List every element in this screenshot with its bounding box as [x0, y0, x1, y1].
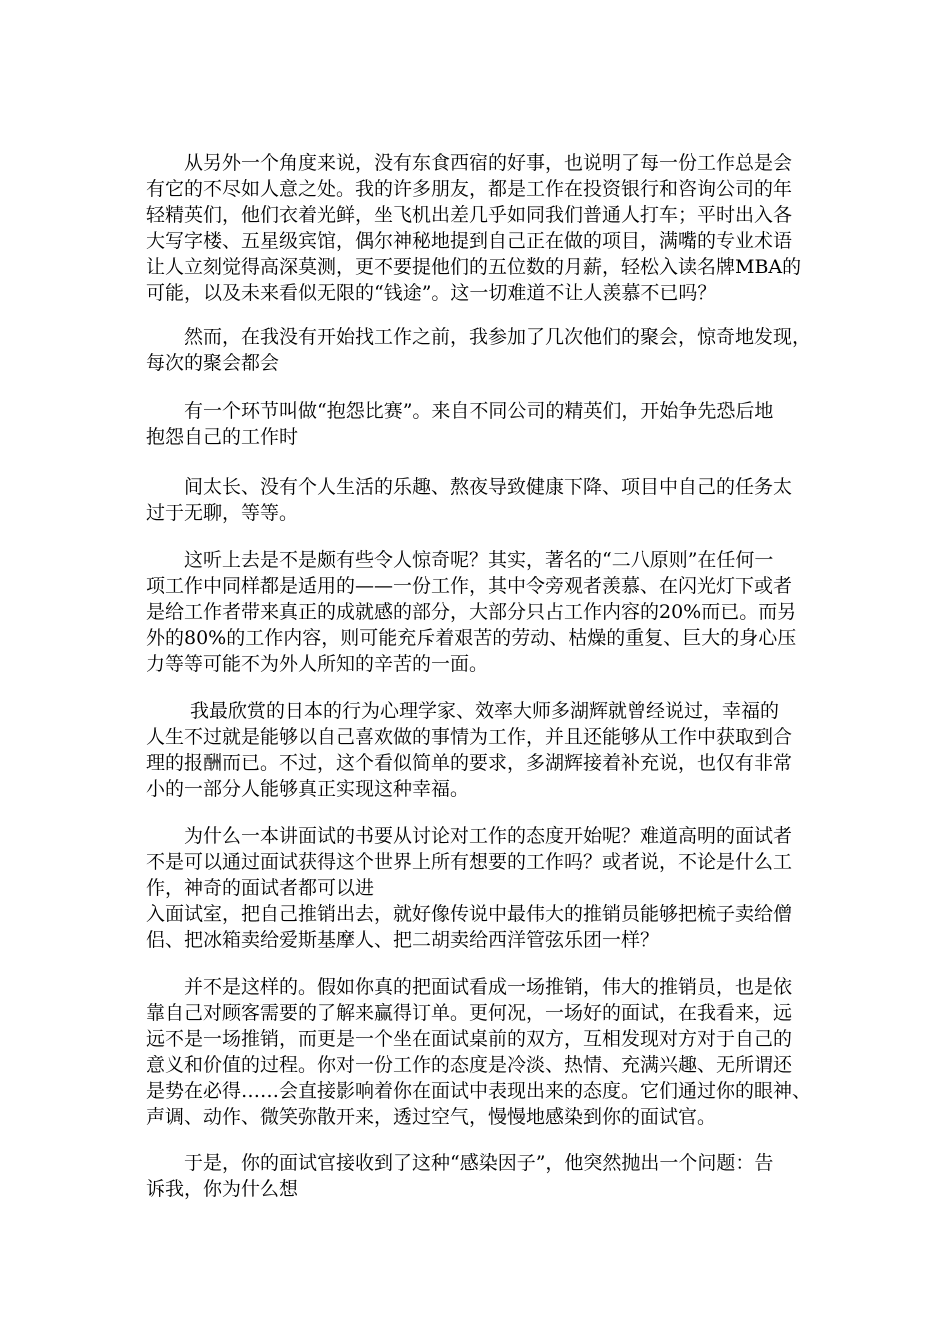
text-line: 并不是这样的。假如你真的把面试看成一场推销，伟大的推销员，也是依 [146, 976, 793, 998]
text-line: 为什么一本讲面试的书要从讨论对工作的态度开始呢？难道高明的面试者 [146, 825, 793, 847]
text-line: 力等等可能不为外人所知的辛苦的一面。 [146, 653, 489, 675]
text-line: 侣、把冰箱卖给爱斯基摩人、把二胡卖给西洋管弦乐团一样？ [146, 929, 660, 951]
text-line: 是给工作者带来真正的成就感的部分，大部分只占工作内容的20%而已。而另 [146, 601, 797, 623]
text-line: 靠自己对顾客需要的了解来赢得订单。更何况，一场好的面试，在我看来，远 [146, 1002, 793, 1024]
text-line: 外的80%的工作内容，则可能充斥着艰苦的劳动、枯燥的重复、巨大的身心压 [146, 627, 797, 649]
text-line: 是势在必得……会直接影响着你在面试中表现出来的态度。它们通过你的眼神、 [146, 1080, 812, 1102]
text-line: 入面试室，把自己推销出去，就好像传说中最伟大的推销员能够把梳子卖给僧 [146, 903, 793, 925]
text-line: 轻精英们，他们衣着光鲜，坐飞机出差几乎如同我们普通人打车；平时出入各 [146, 204, 793, 226]
text-line: 有它的不尽如人意之处。我的许多朋友，都是工作在投资银行和咨询公司的年 [146, 178, 793, 200]
text-line: 这听上去是不是颇有些令人惊奇呢？其实，著名的“二八原则”在任何一 [146, 549, 774, 571]
text-line: 于是，你的面试官接收到了这种“感染因子”，他突然抛出一个问题：告 [146, 1152, 774, 1174]
text-line: 抱怨自己的工作时 [146, 426, 299, 448]
text-line: 人生不过就是能够以自己喜欢做的事情为工作，并且还能够从工作中获取到合 [146, 726, 793, 748]
text-line: 不是可以通过面试获得这个世界上所有想要的工作吗？或者说，不论是什么工 [146, 851, 793, 873]
text-line: 间太长、没有个人生活的乐趣、熬夜导致健康下降、项目中自己的任务太 [146, 476, 793, 498]
text-line: 意义和价值的过程。你对一份工作的态度是冷淡、热情、充满兴趣、无所谓还 [146, 1054, 793, 1076]
text-line: 从另外一个角度来说，没有东食西宿的好事，也说明了每一份工作总是会 [146, 152, 793, 174]
text-line: 诉我，你为什么想 [146, 1178, 299, 1200]
text-line: 声调、动作、微笑弥散开来，透过空气，慢慢地感染到你的面试官。 [146, 1106, 717, 1128]
text-line: 远不是一场推销，而更是一个坐在面试桌前的双方，互相发现对方对于自己的 [146, 1028, 793, 1050]
text-line: 项工作中同样都是适用的——一份工作，其中令旁观者羡慕、在闪光灯下或者 [146, 575, 793, 597]
text-line: 作，神奇的面试者都可以进 [146, 877, 375, 899]
text-line: 然而，在我没有开始找工作之前，我参加了几次他们的聚会，惊奇地发现， [146, 326, 812, 348]
text-line: 可能，以及未来看似无限的“钱途”。这一切难道不让人羡慕不已吗？ [146, 282, 717, 304]
text-line: 让人立刻觉得高深莫测，更不要提他们的五位数的月薪，轻松入读名牌MBA的 [146, 256, 802, 278]
text-line: 大写字楼、五星级宾馆，偶尔神秘地提到自己正在做的项目，满嘴的专业术语 [146, 230, 793, 252]
text-line: 过于无聊，等等。 [146, 502, 299, 524]
text-line: 有一个环节叫做“抱怨比赛”。来自不同公司的精英们，开始争先恐后地 [146, 400, 774, 422]
text-line: 理的报酬而已。不过，这个看似简单的要求，多湖辉接着补充说，也仅有非常 [146, 752, 793, 774]
text-line: 每次的聚会都会 [146, 352, 280, 374]
text-line: 小的一部分人能够真正实现这种幸福。 [146, 778, 470, 800]
text-line: 我最欣赏的日本的行为心理学家、效率大师多湖辉就曾经说过，幸福的 [146, 700, 780, 722]
